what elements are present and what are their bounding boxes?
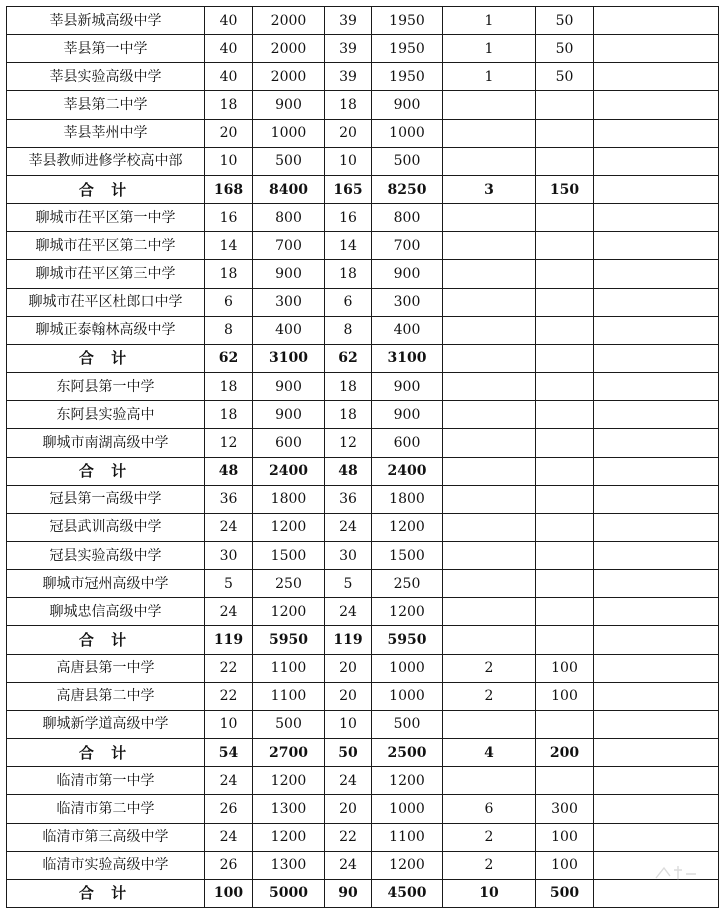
classes-a-cell: 10 <box>325 147 372 175</box>
remarks-cell <box>594 710 719 738</box>
classes-a-cell: 24 <box>325 598 372 626</box>
remarks-cell <box>594 63 719 91</box>
table-row <box>7 35 719 63</box>
classes-b-cell <box>443 260 536 288</box>
students-a-cell: 2500 <box>372 739 443 767</box>
students-a-cell: 900 <box>372 401 443 429</box>
students-b-cell <box>536 710 594 738</box>
students-b-cell <box>536 513 594 541</box>
classes-a-cell: 39 <box>325 35 372 63</box>
remarks-cell <box>594 767 719 795</box>
students-a-cell: 900 <box>372 260 443 288</box>
school-name-cell: 高唐县第一中学 <box>7 654 205 682</box>
remarks-cell <box>594 204 719 232</box>
planned-students-cell: 500 <box>253 147 325 175</box>
students-a-cell: 1200 <box>372 851 443 879</box>
table-row <box>7 823 719 851</box>
school-name-cell: 聊城市茌平区第二中学 <box>7 232 205 260</box>
school-name-cell: 聊城市南湖高级中学 <box>7 429 205 457</box>
students-a-cell: 1950 <box>372 35 443 63</box>
total-row <box>7 344 719 372</box>
total-row <box>7 879 719 907</box>
planned-students-cell: 3100 <box>253 344 325 372</box>
table-row <box>7 429 719 457</box>
classes-b-cell: 2 <box>443 654 536 682</box>
remarks-cell <box>594 147 719 175</box>
remarks-cell <box>594 35 719 63</box>
remarks-cell <box>594 626 719 654</box>
students-b-cell <box>536 541 594 569</box>
table-row <box>7 204 719 232</box>
planned-students-cell: 5000 <box>253 879 325 907</box>
classes-a-cell: 20 <box>325 654 372 682</box>
classes-b-cell <box>443 429 536 457</box>
school-name-cell: 临清市第三高级中学 <box>7 823 205 851</box>
students-a-cell: 500 <box>372 147 443 175</box>
school-name-cell: 冠县武训高级中学 <box>7 513 205 541</box>
planned-students-cell: 600 <box>253 429 325 457</box>
students-b-cell: 100 <box>536 654 594 682</box>
planned-students-cell: 2400 <box>253 457 325 485</box>
school-name-cell: 东阿县实验高中 <box>7 401 205 429</box>
students-a-cell: 400 <box>372 316 443 344</box>
students-b-cell <box>536 232 594 260</box>
planned-students-cell: 1200 <box>253 767 325 795</box>
classes-b-cell <box>443 147 536 175</box>
planned-students-cell: 1200 <box>253 513 325 541</box>
table-row <box>7 795 719 823</box>
students-a-cell: 1200 <box>372 598 443 626</box>
planned-students-cell: 1200 <box>253 823 325 851</box>
planned-classes-cell: 16 <box>205 204 253 232</box>
table-row <box>7 147 719 175</box>
planned-classes-cell: 6 <box>205 288 253 316</box>
classes-b-cell: 2 <box>443 851 536 879</box>
planned-classes-cell: 18 <box>205 91 253 119</box>
planned-students-cell: 900 <box>253 91 325 119</box>
planned-classes-cell: 168 <box>205 175 253 203</box>
planned-students-cell: 2000 <box>253 35 325 63</box>
planned-classes-cell: 20 <box>205 119 253 147</box>
planned-classes-cell: 22 <box>205 654 253 682</box>
classes-b-cell: 1 <box>443 7 536 35</box>
classes-a-cell: 20 <box>325 119 372 147</box>
classes-a-cell: 24 <box>325 767 372 795</box>
remarks-cell <box>594 457 719 485</box>
classes-b-cell: 3 <box>443 175 536 203</box>
classes-b-cell <box>443 91 536 119</box>
school-name-cell: 临清市实验高级中学 <box>7 851 205 879</box>
school-name-cell: 临清市第二中学 <box>7 795 205 823</box>
students-a-cell: 5950 <box>372 626 443 654</box>
planned-classes-cell: 5 <box>205 570 253 598</box>
table-row <box>7 232 719 260</box>
remarks-cell <box>594 232 719 260</box>
students-a-cell: 1000 <box>372 682 443 710</box>
classes-a-cell: 20 <box>325 682 372 710</box>
classes-b-cell <box>443 485 536 513</box>
planned-classes-cell: 119 <box>205 626 253 654</box>
remarks-cell <box>594 598 719 626</box>
students-a-cell: 600 <box>372 429 443 457</box>
classes-a-cell: 18 <box>325 260 372 288</box>
students-b-cell <box>536 570 594 598</box>
remarks-cell <box>594 119 719 147</box>
planned-classes-cell: 18 <box>205 401 253 429</box>
students-a-cell: 1800 <box>372 485 443 513</box>
remarks-cell <box>594 7 719 35</box>
planned-students-cell: 900 <box>253 373 325 401</box>
total-row <box>7 626 719 654</box>
students-b-cell <box>536 204 594 232</box>
students-b-cell <box>536 344 594 372</box>
classes-b-cell <box>443 457 536 485</box>
classes-a-cell: 18 <box>325 373 372 401</box>
planned-classes-cell: 22 <box>205 682 253 710</box>
classes-a-cell: 39 <box>325 7 372 35</box>
classes-b-cell: 6 <box>443 795 536 823</box>
students-b-cell: 100 <box>536 823 594 851</box>
students-b-cell: 500 <box>536 879 594 907</box>
classes-a-cell: 50 <box>325 739 372 767</box>
classes-a-cell: 20 <box>325 795 372 823</box>
classes-b-cell: 10 <box>443 879 536 907</box>
planned-classes-cell: 24 <box>205 767 253 795</box>
students-a-cell: 1000 <box>372 654 443 682</box>
classes-b-cell <box>443 767 536 795</box>
school-name-cell: 高唐县第二中学 <box>7 682 205 710</box>
classes-b-cell: 1 <box>443 63 536 91</box>
school-name-cell: 聊城忠信高级中学 <box>7 598 205 626</box>
classes-b-cell <box>443 626 536 654</box>
planned-students-cell: 250 <box>253 570 325 598</box>
students-b-cell <box>536 147 594 175</box>
school-name-cell: 临清市第一中学 <box>7 767 205 795</box>
planned-classes-cell: 14 <box>205 232 253 260</box>
table-row <box>7 119 719 147</box>
classes-a-cell: 48 <box>325 457 372 485</box>
students-a-cell: 3100 <box>372 344 443 372</box>
classes-b-cell <box>443 288 536 316</box>
classes-b-cell <box>443 710 536 738</box>
classes-a-cell: 5 <box>325 570 372 598</box>
classes-b-cell <box>443 232 536 260</box>
remarks-cell <box>594 795 719 823</box>
classes-b-cell <box>443 570 536 598</box>
total-row <box>7 457 719 485</box>
students-b-cell <box>536 316 594 344</box>
remarks-cell <box>594 344 719 372</box>
classes-a-cell: 39 <box>325 63 372 91</box>
school-name-cell: 聊城市茌平区杜郎口中学 <box>7 288 205 316</box>
planned-students-cell: 1200 <box>253 598 325 626</box>
classes-a-cell: 10 <box>325 710 372 738</box>
classes-a-cell: 6 <box>325 288 372 316</box>
students-a-cell: 4500 <box>372 879 443 907</box>
planned-classes-cell: 36 <box>205 485 253 513</box>
classes-b-cell <box>443 513 536 541</box>
school-name-cell: 冠县第一高级中学 <box>7 485 205 513</box>
planned-students-cell: 2000 <box>253 63 325 91</box>
planned-classes-cell: 48 <box>205 457 253 485</box>
school-name-cell: 聊城市茌平区第一中学 <box>7 204 205 232</box>
classes-a-cell: 119 <box>325 626 372 654</box>
classes-b-cell <box>443 344 536 372</box>
school-name-cell: 莘县新城高级中学 <box>7 7 205 35</box>
table-row <box>7 710 719 738</box>
planned-students-cell: 2700 <box>253 739 325 767</box>
planned-students-cell: 700 <box>253 232 325 260</box>
school-name-cell: 合 计 <box>7 626 205 654</box>
table-row <box>7 260 719 288</box>
students-a-cell: 900 <box>372 91 443 119</box>
students-b-cell <box>536 288 594 316</box>
planned-classes-cell: 40 <box>205 35 253 63</box>
school-name-cell: 莘县教师进修学校高中部 <box>7 147 205 175</box>
classes-a-cell: 62 <box>325 344 372 372</box>
school-name-cell: 莘县实验高级中学 <box>7 63 205 91</box>
table-row <box>7 401 719 429</box>
planned-students-cell: 5950 <box>253 626 325 654</box>
planned-classes-cell: 30 <box>205 541 253 569</box>
total-row <box>7 175 719 203</box>
table-row <box>7 91 719 119</box>
students-b-cell <box>536 767 594 795</box>
school-name-cell: 合 计 <box>7 879 205 907</box>
remarks-cell <box>594 175 719 203</box>
students-a-cell: 900 <box>372 373 443 401</box>
students-a-cell: 1200 <box>372 513 443 541</box>
classes-a-cell: 8 <box>325 316 372 344</box>
remarks-cell <box>594 570 719 598</box>
students-b-cell <box>536 429 594 457</box>
classes-b-cell: 2 <box>443 823 536 851</box>
classes-b-cell: 1 <box>443 35 536 63</box>
planned-classes-cell: 8 <box>205 316 253 344</box>
table-row <box>7 316 719 344</box>
planned-classes-cell: 40 <box>205 7 253 35</box>
school-name-cell: 莘县第二中学 <box>7 91 205 119</box>
table-row <box>7 63 719 91</box>
students-a-cell: 250 <box>372 570 443 598</box>
classes-b-cell: 4 <box>443 739 536 767</box>
classes-a-cell: 22 <box>325 823 372 851</box>
classes-a-cell: 90 <box>325 879 372 907</box>
students-a-cell: 1950 <box>372 7 443 35</box>
planned-classes-cell: 24 <box>205 823 253 851</box>
students-a-cell: 1000 <box>372 119 443 147</box>
classes-a-cell: 12 <box>325 429 372 457</box>
remarks-cell <box>594 373 719 401</box>
students-a-cell: 1950 <box>372 63 443 91</box>
students-b-cell <box>536 373 594 401</box>
table-row <box>7 7 719 35</box>
remarks-cell <box>594 288 719 316</box>
school-name-cell: 聊城市茌平区第三中学 <box>7 260 205 288</box>
remarks-cell <box>594 316 719 344</box>
students-b-cell <box>536 119 594 147</box>
students-b-cell <box>536 457 594 485</box>
students-b-cell <box>536 91 594 119</box>
school-name-cell: 聊城新学道高级中学 <box>7 710 205 738</box>
planned-students-cell: 8400 <box>253 175 325 203</box>
table-row <box>7 570 719 598</box>
school-name-cell: 莘县第一中学 <box>7 35 205 63</box>
classes-a-cell: 18 <box>325 91 372 119</box>
planned-students-cell: 1300 <box>253 795 325 823</box>
students-b-cell <box>536 598 594 626</box>
students-b-cell: 50 <box>536 63 594 91</box>
school-name-cell: 合 计 <box>7 175 205 203</box>
students-a-cell: 500 <box>372 710 443 738</box>
classes-a-cell: 24 <box>325 851 372 879</box>
classes-b-cell <box>443 401 536 429</box>
students-a-cell: 300 <box>372 288 443 316</box>
classes-a-cell: 24 <box>325 513 372 541</box>
table-row <box>7 682 719 710</box>
enrollment-table <box>6 6 719 908</box>
remarks-cell <box>594 485 719 513</box>
classes-b-cell <box>443 541 536 569</box>
table-row <box>7 513 719 541</box>
remarks-cell <box>594 401 719 429</box>
planned-students-cell: 1800 <box>253 485 325 513</box>
classes-a-cell: 30 <box>325 541 372 569</box>
students-a-cell: 1500 <box>372 541 443 569</box>
classes-a-cell: 18 <box>325 401 372 429</box>
students-a-cell: 700 <box>372 232 443 260</box>
planned-classes-cell: 18 <box>205 260 253 288</box>
school-name-cell: 合 计 <box>7 344 205 372</box>
school-name-cell: 聊城市冠州高级中学 <box>7 570 205 598</box>
remarks-cell <box>594 260 719 288</box>
school-name-cell: 聊城正泰翰林高级中学 <box>7 316 205 344</box>
table-body <box>7 7 719 908</box>
remarks-cell <box>594 541 719 569</box>
table-row <box>7 485 719 513</box>
planned-students-cell: 900 <box>253 401 325 429</box>
planned-classes-cell: 10 <box>205 710 253 738</box>
planned-students-cell: 500 <box>253 710 325 738</box>
planned-students-cell: 900 <box>253 260 325 288</box>
remarks-cell <box>594 823 719 851</box>
classes-b-cell: 2 <box>443 682 536 710</box>
planned-students-cell: 1000 <box>253 119 325 147</box>
students-b-cell <box>536 401 594 429</box>
table-row <box>7 373 719 401</box>
planned-classes-cell: 18 <box>205 373 253 401</box>
planned-classes-cell: 26 <box>205 851 253 879</box>
school-name-cell: 冠县实验高级中学 <box>7 541 205 569</box>
students-a-cell: 8250 <box>372 175 443 203</box>
planned-students-cell: 1500 <box>253 541 325 569</box>
table-row <box>7 598 719 626</box>
students-a-cell: 2400 <box>372 457 443 485</box>
classes-a-cell: 36 <box>325 485 372 513</box>
students-b-cell: 100 <box>536 851 594 879</box>
planned-classes-cell: 40 <box>205 63 253 91</box>
students-b-cell <box>536 260 594 288</box>
planned-classes-cell: 10 <box>205 147 253 175</box>
students-a-cell: 800 <box>372 204 443 232</box>
classes-a-cell: 16 <box>325 204 372 232</box>
students-b-cell <box>536 485 594 513</box>
students-a-cell: 1200 <box>372 767 443 795</box>
remarks-cell <box>594 513 719 541</box>
students-b-cell <box>536 626 594 654</box>
table-row <box>7 654 719 682</box>
remarks-cell <box>594 91 719 119</box>
remarks-cell <box>594 654 719 682</box>
remarks-cell <box>594 739 719 767</box>
planned-classes-cell: 54 <box>205 739 253 767</box>
classes-a-cell: 165 <box>325 175 372 203</box>
planned-students-cell: 400 <box>253 316 325 344</box>
planned-classes-cell: 100 <box>205 879 253 907</box>
planned-classes-cell: 24 <box>205 598 253 626</box>
planned-students-cell: 2000 <box>253 7 325 35</box>
students-b-cell: 200 <box>536 739 594 767</box>
table-row <box>7 541 719 569</box>
classes-b-cell <box>443 598 536 626</box>
remarks-cell <box>594 682 719 710</box>
table-row <box>7 851 719 879</box>
students-b-cell: 50 <box>536 7 594 35</box>
classes-b-cell <box>443 373 536 401</box>
table-row <box>7 767 719 795</box>
school-name-cell: 莘县莘州中学 <box>7 119 205 147</box>
students-a-cell: 1000 <box>372 795 443 823</box>
remarks-cell <box>594 429 719 457</box>
planned-classes-cell: 24 <box>205 513 253 541</box>
planned-classes-cell: 62 <box>205 344 253 372</box>
planned-students-cell: 1300 <box>253 851 325 879</box>
planned-students-cell: 300 <box>253 288 325 316</box>
table-row <box>7 288 719 316</box>
planned-classes-cell: 12 <box>205 429 253 457</box>
planned-classes-cell: 26 <box>205 795 253 823</box>
classes-b-cell <box>443 204 536 232</box>
students-b-cell: 100 <box>536 682 594 710</box>
school-name-cell: 合 计 <box>7 739 205 767</box>
planned-students-cell: 1100 <box>253 682 325 710</box>
students-b-cell: 150 <box>536 175 594 203</box>
students-b-cell: 50 <box>536 35 594 63</box>
school-name-cell: 合 计 <box>7 457 205 485</box>
students-a-cell: 1100 <box>372 823 443 851</box>
watermark-icon <box>652 862 698 884</box>
total-row <box>7 739 719 767</box>
classes-b-cell <box>443 119 536 147</box>
planned-students-cell: 800 <box>253 204 325 232</box>
classes-b-cell <box>443 316 536 344</box>
students-b-cell: 300 <box>536 795 594 823</box>
school-name-cell: 东阿县第一中学 <box>7 373 205 401</box>
planned-students-cell: 1100 <box>253 654 325 682</box>
classes-a-cell: 14 <box>325 232 372 260</box>
